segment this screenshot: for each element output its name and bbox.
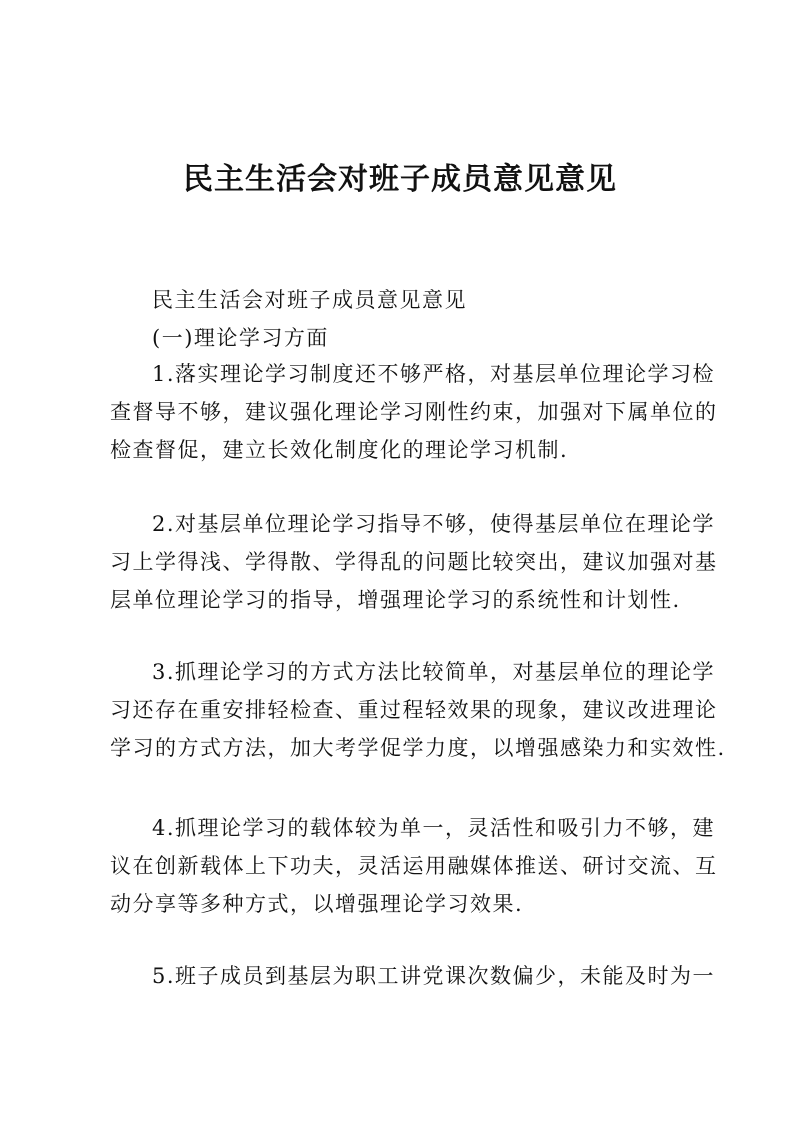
paragraph-2 (110, 505, 718, 619)
paragraph-line: 检查督促，建立长效化制度化的理论学习机制. (110, 438, 569, 462)
paragraph-line: 议在创新载体上下功夫，灵活运用融媒体推送、研讨交流、互 (110, 854, 718, 878)
paragraph-line: 动分享等多种方式，以增强理论学习效果. (110, 892, 524, 916)
intro-block (110, 281, 692, 357)
paragraph-1 (110, 355, 718, 469)
paragraph-line: 3.抓理论学习的方式方法比较简单，对基层单位的理论学 (152, 660, 716, 684)
paragraph-line: 习上学得浅、学得散、学得乱的问题比较突出，建议加强对基 (110, 550, 718, 574)
paragraph-line: 5.班子成员到基层为职工讲党课次数偏少，未能及时为一 (152, 964, 716, 988)
section-heading: (一)理论学习方面 (152, 326, 329, 350)
paragraph-line: 学习的方式方法，加大考学促学力度，以增强感染力和实效性. (110, 736, 726, 760)
paragraph-3 (110, 653, 726, 767)
paragraph-line: 习还存在重安排轻检查、重过程轻效果的现象，建议改进理论 (110, 698, 718, 722)
paragraph-line: 1.落实理论学习制度还不够严格，对基层单位理论学习检 (152, 362, 716, 386)
paragraph-line: 4.抓理论学习的载体较为单一，灵活性和吸引力不够，建 (152, 816, 716, 840)
paragraph-line: 2.对基层单位理论学习指导不够，使得基层单位在理论学 (152, 512, 716, 536)
paragraph-line: 层单位理论学习的指导，增强理论学习的系统性和计划性. (110, 588, 681, 612)
paragraph-line: 查督导不够，建议强化理论学习刚性约束，加强对下属单位的 (110, 400, 718, 424)
paragraph-5 (110, 957, 716, 995)
document-title: 民主生活会对班子成员意见意见 (183, 162, 617, 197)
document-subtitle: 民主生活会对班子成员意见意见 (152, 288, 467, 312)
paragraph-4 (110, 809, 718, 923)
